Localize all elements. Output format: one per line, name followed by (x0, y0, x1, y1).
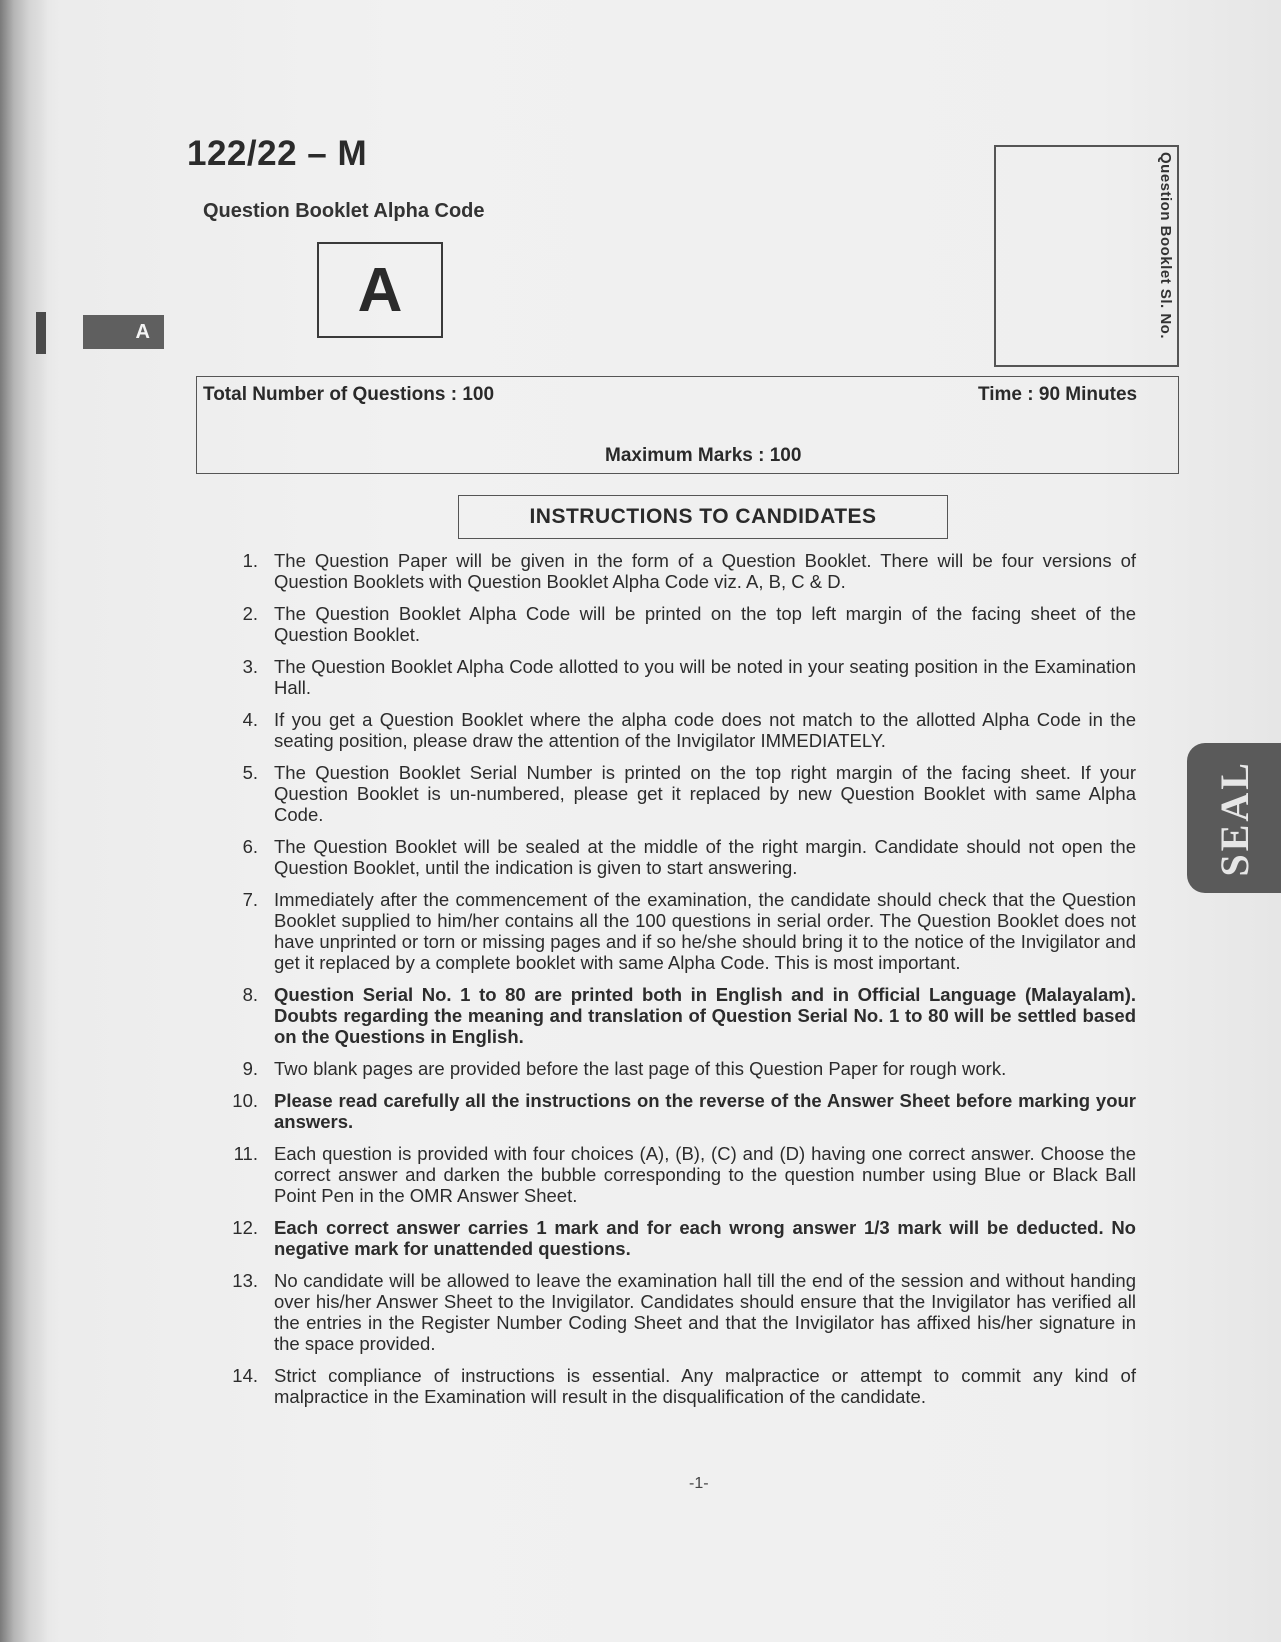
instruction-number: 10. (232, 1090, 258, 1111)
instruction-text: The Question Booklet Alpha Code will be printed on the top left margin of the facing sheet of the Question Booklet. (274, 603, 1136, 645)
instruction-number: 5. (242, 762, 258, 783)
instruction-text: Immediately after the commencement of the examination, the candidate should check that the Question Booklet supplied to him/her contains all the 100 questions in serial order. The Question Booklet does not have unprinted or torn or missing pages and if so he/she should bring it to the notice of the Invigilator and get it replaced by a complete booklet with same Alpha Code. This is most important. (274, 889, 1136, 973)
instruction-number: 7. (242, 889, 258, 910)
total-questions: Total Number of Questions : 100 (203, 384, 495, 405)
instruction-item (220, 1090, 1136, 1132)
scan-edge-shadow (0, 0, 48, 1642)
instruction-text: Each correct answer carries 1 mark and for each wrong answer 1/3 mark will be deducted. No negative mark for unattended questions. (274, 1217, 1136, 1259)
instruction-text: Two blank pages are provided before the last page of this Question Paper for rough work. (274, 1058, 1007, 1079)
serial-number-label: Question Booklet Sl. No. (1157, 152, 1174, 340)
seal-label: SEAL (1211, 759, 1257, 877)
instruction-number: 2. (242, 603, 258, 624)
maximum-marks: Maximum Marks : 100 (605, 445, 802, 466)
instruction-item (220, 550, 1136, 592)
instruction-item (220, 1217, 1136, 1259)
exam-time: Time : 90 Minutes (978, 384, 1138, 405)
instructions-list (220, 550, 1136, 1418)
instruction-text: The Question Booklet Alpha Code allotted to you will be noted in your seating position in the Examination Hall. (274, 656, 1136, 698)
binding-mark (36, 312, 46, 354)
instruction-text: Please read carefully all the instructions on the reverse of the Answer Sheet before marking your answers. (274, 1090, 1136, 1132)
paper-code: 122/22 – M (187, 134, 368, 173)
instruction-item (220, 836, 1136, 878)
alpha-code-letter: A (357, 255, 403, 325)
instruction-number: 14. (232, 1365, 258, 1386)
instruction-item (220, 889, 1136, 973)
instruction-item (220, 656, 1136, 698)
instruction-number: 8. (242, 984, 258, 1005)
instruction-item (220, 1143, 1136, 1206)
instruction-item (220, 603, 1136, 645)
instruction-item (220, 709, 1136, 751)
page-number: -1- (689, 1475, 709, 1492)
alpha-code-box (317, 242, 443, 338)
instruction-number: 3. (242, 656, 258, 677)
instruction-item (220, 762, 1136, 825)
instruction-text: Question Serial No. 1 to 80 are printed both in English and in Official Language (Malayalam). Doubts regarding the meaning and translation of Question Serial No. 1 to 80 will be settled based on the Questions in English. (274, 984, 1136, 1047)
alpha-side-tab: A (83, 315, 164, 349)
instruction-number: 11. (233, 1143, 258, 1164)
instruction-text: The Question Booklet Serial Number is printed on the top right margin of the facing sheet. If your Question Booklet is un-numbered, please get it replaced by new Question Booklet with same Alpha Code. (274, 762, 1136, 825)
instructions-title-box (458, 495, 948, 539)
instruction-text: If you get a Question Booklet where the alpha code does not match to the allotted Alpha Code in the seating position, please draw the attention of the Invigilator IMMEDIATELY. (274, 709, 1136, 751)
instruction-number: 4. (242, 709, 258, 730)
instruction-item (220, 984, 1136, 1047)
instruction-number: 6. (242, 836, 258, 857)
instruction-item (220, 1058, 1136, 1079)
alpha-code-label: Question Booklet Alpha Code (203, 200, 485, 222)
instruction-number: 9. (242, 1058, 258, 1079)
instruction-text: Strict compliance of instructions is essential. Any malpractice or attempt to commit any kind of malpractice in the Examination will result in the disqualification of the candidate. (274, 1365, 1136, 1407)
instruction-text: The Question Booklet will be sealed at the middle of the right margin. Candidate should not open the Question Booklet, until the indication is given to start answering. (274, 836, 1136, 878)
instruction-number: 12. (232, 1217, 258, 1238)
instructions-title: INSTRUCTIONS TO CANDIDATES (529, 505, 877, 528)
instruction-item (220, 1365, 1136, 1407)
instruction-number: 1. (242, 550, 258, 571)
instruction-item (220, 1270, 1136, 1354)
instruction-number: 13. (232, 1270, 258, 1291)
instruction-text: The Question Paper will be given in the form of a Question Booklet. There will be four versions of Question Booklets with Question Booklet Alpha Code viz. A, B, C & D. (274, 550, 1136, 592)
seal-tab (1187, 743, 1281, 893)
instruction-text: No candidate will be allowed to leave the examination hall till the end of the session and without handing over his/her Answer Sheet to the Invigilator. Candidates should ensure that the Invigilator has verified all the entries in the Register Number Coding Sheet and that the Invigilator has affixed his/her signature in the space provided. (274, 1270, 1136, 1354)
instruction-text: Each question is provided with four choices (A), (B), (C) and (D) having one correct answer. Choose the correct answer and darken the bubble corresponding to the question number using Blue or Black Ball Point Pen in the OMR Answer Sheet. (274, 1143, 1136, 1206)
